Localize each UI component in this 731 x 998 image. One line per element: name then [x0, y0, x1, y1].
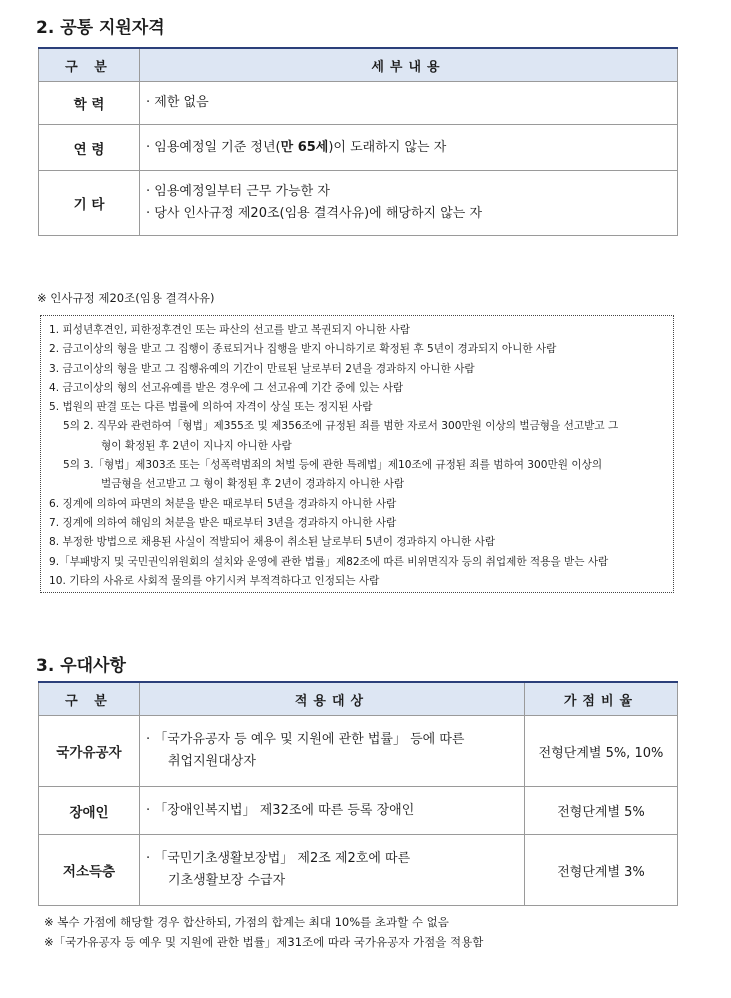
row-ratio-veterans: 전형단계별 5%, 10% — [525, 716, 678, 787]
row-category-disabled: 장애인 — [39, 787, 140, 835]
row-category-low-income: 저소득층 — [39, 835, 140, 906]
header-ratio: 가점비율 — [525, 682, 678, 716]
common-qualifications-table — [38, 47, 678, 236]
row-detail-education — [140, 82, 678, 125]
list-item: 10. 기타의 사유로 사회적 물의를 야기시켜 부적격하다고 인정되는 사람 — [49, 574, 380, 587]
target-line: · 「국가유공자 등 예우 및 지원에 관한 법률」 등에 따른 — [146, 732, 465, 747]
disqualification-title: ※ 인사규정 제20조(임용 결격사유) — [37, 291, 215, 305]
list-item: 8. 부정한 방법으로 채용된 사실이 적발되어 채용이 취소된 날로부터 5년이 경과하지 아니한 사람 — [49, 536, 496, 549]
age-line-bold: 만 65세 — [280, 139, 329, 155]
preferences-table — [38, 681, 678, 906]
table-row — [39, 171, 678, 236]
target-line: · 「장애인복지법」 제32조에 따른 등록 장애인 — [146, 802, 415, 818]
list-item: 5. 법원의 판결 또는 다른 법률에 의하여 자격이 상실 또는 정지된 사람 — [49, 401, 373, 414]
table-row — [39, 716, 678, 787]
list-item: 2. 금고이상의 형을 받고 그 집행이 종료되거나 집행을 받지 아니하기로 확정된 후 5년이 경과되지 아니한 사람 — [49, 343, 557, 356]
list-item-continuation: 벌금형을 선고받고 그 형이 확정된 후 2년이 경과하지 아니한 사람 — [101, 478, 405, 491]
row-ratio-low-income: 전형단계별 3% — [525, 835, 678, 906]
row-category-veterans: 국가유공자 — [39, 716, 140, 787]
footnote: ※「국가유공자 등 예우 및 지원에 관한 법률」제31조에 따라 국가유공자 가점을 적용함 — [44, 935, 484, 949]
row-detail-other — [140, 171, 678, 236]
age-line-prefix: · 임용예정일 기준 정년( — [146, 139, 281, 155]
table-row — [39, 787, 678, 835]
list-item: 3. 금고이상의 형을 받고 그 집행유예의 기간이 만료된 날로부터 2년을 경과하지 아니한 사람 — [49, 362, 475, 375]
list-item-continuation: 형이 확정된 후 2년이 지나지 아니한 사람 — [101, 439, 292, 452]
header-target: 적용대상 — [140, 682, 525, 716]
detail-line: · 제한 없음 — [146, 95, 209, 110]
footnote: ※ 복수 가점에 해당할 경우 합산하되, 가점의 합계는 최대 10%를 초과할 수 없음 — [44, 915, 449, 929]
list-item: 9.「부패방지 및 국민권익위원회의 설치와 운영에 관한 법률」제82조에 따른 비위면직자 등의 취업제한 적용을 받는 사람 — [49, 555, 609, 568]
target-line: 취업지원대상자 — [168, 754, 256, 769]
table-header-row — [39, 682, 678, 716]
list-item: 5의 3.「형법」제303조 또는「성폭력범죄의 처벌 등에 관한 특례법」제10조에 규정된 죄를 범하여 300만원 이상의 — [63, 459, 603, 472]
list-item: 6. 징계에 의하여 파면의 처분을 받은 때로부터 5년을 경과하지 아니한 사람 — [49, 497, 397, 510]
row-category-education: 학 력 — [39, 82, 140, 125]
target-line: 기초생활보장 수급자 — [168, 873, 286, 888]
row-category-other: 기 타 — [39, 171, 140, 236]
list-item: 1. 피성년후견인, 피한정후견인 또는 파산의 선고를 받고 복권되지 아니한 사람 — [49, 324, 411, 336]
detail-line — [146, 137, 677, 159]
header-detail: 세부내용 — [140, 48, 678, 82]
list-item: 7. 징계에 의하여 해임의 처분을 받은 때로부터 3년을 경과하지 아니한 사람 — [49, 516, 397, 529]
row-ratio-disabled: 전형단계별 5% — [525, 787, 678, 835]
section-title-common-qualifications: 2. 공통 지원자격 — [36, 18, 165, 38]
row-category-age: 연 령 — [39, 125, 140, 171]
table-row — [39, 125, 678, 171]
table-header-row — [39, 48, 678, 82]
detail-line: · 당사 인사규정 제20조(임용 결격사유)에 해당하지 않는 자 — [146, 206, 483, 221]
list-item: 5의 2. 직무와 관련하여「형법」제355조 및 제356조에 규정된 죄를 범한 자로서 300만원 이상의 벌금형을 선고받고 그 — [63, 420, 619, 433]
detail-line: · 임용예정일부터 근무 가능한 자 — [146, 184, 330, 199]
header-category: 구 분 — [39, 48, 140, 82]
disqualification-box — [40, 315, 674, 593]
section-title-preferences: 3. 우대사항 — [36, 656, 126, 676]
row-target-low-income — [140, 835, 525, 906]
table-row — [39, 82, 678, 125]
row-target-veterans — [140, 716, 525, 787]
row-detail-age — [140, 125, 678, 171]
table-row — [39, 835, 678, 906]
list-item: 4. 금고이상의 형의 선고유예를 받은 경우에 그 선고유예 기간 중에 있는 사람 — [49, 381, 404, 394]
target-line: · 「국민기초생활보장법」 제2조 제2호에 따른 — [146, 851, 411, 866]
row-target-disabled — [140, 787, 525, 835]
age-line-suffix: )이 도래하지 않는 자 — [328, 139, 447, 155]
header-category: 구 분 — [39, 682, 140, 716]
